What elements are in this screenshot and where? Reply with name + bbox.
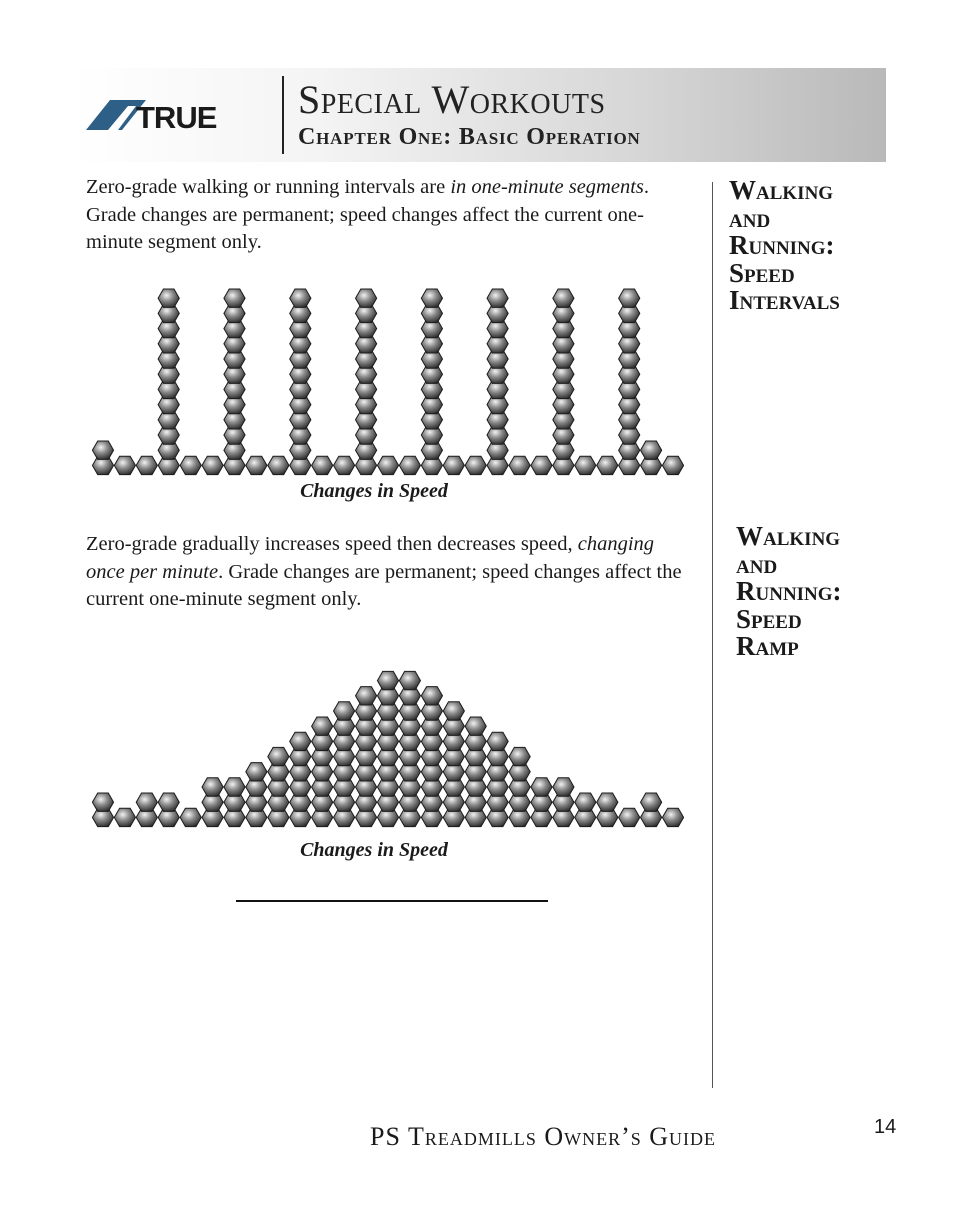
- speed-bead: [136, 793, 157, 811]
- speed-column: [487, 289, 508, 475]
- speed-column: [246, 456, 267, 474]
- speed-bead: [619, 808, 640, 826]
- speed-bead: [114, 456, 135, 474]
- speed-bead: [356, 687, 377, 705]
- ramp-heading: [736, 523, 916, 661]
- ramp-text-em: changing once per minute: [86, 533, 655, 583]
- speed-column: [443, 456, 464, 474]
- speed-bead: [224, 289, 245, 307]
- speed-column: [641, 441, 662, 475]
- header-divider: [282, 76, 284, 154]
- speed-column: [553, 778, 574, 827]
- speed-column: [399, 671, 420, 826]
- svg-text:TRUE: TRUE: [136, 100, 217, 132]
- speed-column: [597, 793, 618, 827]
- speed-bead: [597, 793, 618, 811]
- ramp-paragraph: [86, 531, 696, 614]
- speed-bead: [531, 778, 552, 796]
- speed-bead: [356, 289, 377, 307]
- speed-bead: [575, 456, 596, 474]
- speed-bead: [443, 456, 464, 474]
- speed-column: [158, 289, 179, 475]
- speed-bead: [377, 456, 398, 474]
- speed-bead: [290, 732, 311, 750]
- speed-bead: [202, 456, 223, 474]
- speed-column: [509, 456, 530, 474]
- speed-bead: [334, 456, 355, 474]
- speed-column: [268, 747, 289, 826]
- speed-bead: [268, 456, 289, 474]
- speed-bead: [114, 808, 135, 826]
- speed-column: [662, 456, 683, 474]
- heading-line: Intervals: [729, 285, 840, 315]
- heading-line: Walking: [729, 175, 834, 205]
- heading-line: Walking: [736, 521, 841, 551]
- speed-bead: [92, 793, 113, 811]
- speed-column: [224, 778, 245, 827]
- speed-column: [619, 289, 640, 475]
- heading-line: Ramp: [736, 631, 799, 661]
- intervals-caption: Changes in Speed: [300, 480, 448, 502]
- speed-ramp-chart: [92, 636, 684, 830]
- sidebar-rule: [712, 182, 713, 1088]
- heading-line: and: [729, 202, 771, 233]
- speed-column: [641, 793, 662, 827]
- speed-bead: [268, 747, 289, 765]
- speed-column: [465, 456, 486, 474]
- intervals-heading: [729, 177, 909, 315]
- speed-column: [224, 289, 245, 475]
- speed-bead: [334, 702, 355, 720]
- intervals-paragraph: [86, 174, 696, 257]
- speed-bead: [597, 456, 618, 474]
- speed-column: [136, 456, 157, 474]
- speed-column: [356, 687, 377, 827]
- speed-bead: [443, 702, 464, 720]
- speed-column: [509, 747, 530, 826]
- speed-bead: [202, 778, 223, 796]
- speed-column: [531, 456, 552, 474]
- speed-column: [443, 702, 464, 827]
- intervals-text-1: Zero-grade walking or running intervals are: [86, 176, 451, 198]
- speed-bead: [377, 671, 398, 689]
- speed-bead: [662, 456, 683, 474]
- speed-intervals-chart: [92, 284, 684, 478]
- speed-column: [487, 732, 508, 826]
- speed-column: [399, 456, 420, 474]
- speed-bead: [290, 289, 311, 307]
- speed-bead: [641, 793, 662, 811]
- speed-bead: [421, 289, 442, 307]
- speed-bead: [399, 671, 420, 689]
- speed-column: [268, 456, 289, 474]
- speed-column: [312, 717, 333, 827]
- speed-column: [92, 441, 113, 475]
- heading-line: and: [736, 548, 778, 579]
- heading-line: Speed: [729, 257, 795, 288]
- speed-column: [377, 671, 398, 826]
- page-title: Special Workouts: [298, 77, 606, 122]
- speed-bead: [180, 808, 201, 826]
- speed-bead: [399, 456, 420, 474]
- speed-bead: [619, 289, 640, 307]
- speed-column: [531, 778, 552, 827]
- speed-column: [575, 456, 596, 474]
- speed-column: [202, 456, 223, 474]
- speed-column: [158, 793, 179, 827]
- chapter-subtitle: Chapter One: Basic Operation: [298, 124, 641, 150]
- intervals-text-em: in one-minute segments: [450, 176, 644, 198]
- speed-column: [114, 808, 135, 826]
- speed-column: [92, 793, 113, 827]
- intervals-text-2: . Grade changes are permanent; speed changes affect the current one-minute segment only.: [86, 176, 650, 253]
- speed-bead: [224, 778, 245, 796]
- speed-column: [421, 687, 442, 827]
- speed-column: [290, 732, 311, 826]
- speed-column: [136, 793, 157, 827]
- speed-bead: [158, 289, 179, 307]
- heading-line: Running:: [729, 230, 835, 260]
- ramp-text-1: Zero-grade gradually increases speed then decreases speed,: [86, 533, 578, 555]
- speed-bead: [553, 778, 574, 796]
- ramp-text-2: . Grade changes are permanent; speed changes affect the current one-minute segment only.: [86, 560, 682, 610]
- speed-column: [619, 808, 640, 826]
- speed-column: [421, 289, 442, 475]
- speed-column: [575, 793, 596, 827]
- page-number: 14: [874, 1116, 897, 1138]
- speed-column: [553, 289, 574, 475]
- speed-bead: [487, 732, 508, 750]
- speed-bead: [312, 456, 333, 474]
- speed-bead: [92, 441, 113, 459]
- speed-column: [334, 702, 355, 827]
- speed-bead: [487, 289, 508, 307]
- speed-column: [202, 778, 223, 827]
- guide-title: PS Treadmills Owner’s Guide: [370, 1122, 717, 1151]
- speed-column: [180, 808, 201, 826]
- speed-bead: [641, 441, 662, 459]
- speed-bead: [312, 717, 333, 735]
- speed-bead: [531, 456, 552, 474]
- heading-line: Speed: [736, 603, 802, 634]
- speed-bead: [180, 456, 201, 474]
- speed-bead: [246, 763, 267, 781]
- speed-bead: [465, 717, 486, 735]
- speed-column: [662, 808, 683, 826]
- speed-bead: [246, 456, 267, 474]
- speed-bead: [509, 456, 530, 474]
- speed-bead: [575, 793, 596, 811]
- speed-bead: [662, 808, 683, 826]
- speed-column: [290, 289, 311, 475]
- speed-column: [356, 289, 377, 475]
- speed-bead: [158, 793, 179, 811]
- speed-column: [465, 717, 486, 827]
- speed-column: [377, 456, 398, 474]
- speed-bead: [465, 456, 486, 474]
- speed-bead: [553, 289, 574, 307]
- speed-column: [180, 456, 201, 474]
- speed-column: [114, 456, 135, 474]
- speed-column: [334, 456, 355, 474]
- speed-bead: [509, 747, 530, 765]
- ramp-caption: Changes in Speed: [300, 839, 448, 861]
- heading-line: Running:: [736, 576, 842, 606]
- speed-bead: [421, 687, 442, 705]
- speed-column: [597, 456, 618, 474]
- speed-bead: [136, 456, 157, 474]
- true-logo: [84, 98, 256, 132]
- speed-column: [246, 763, 267, 827]
- section-end-rule: [236, 900, 548, 902]
- speed-column: [312, 456, 333, 474]
